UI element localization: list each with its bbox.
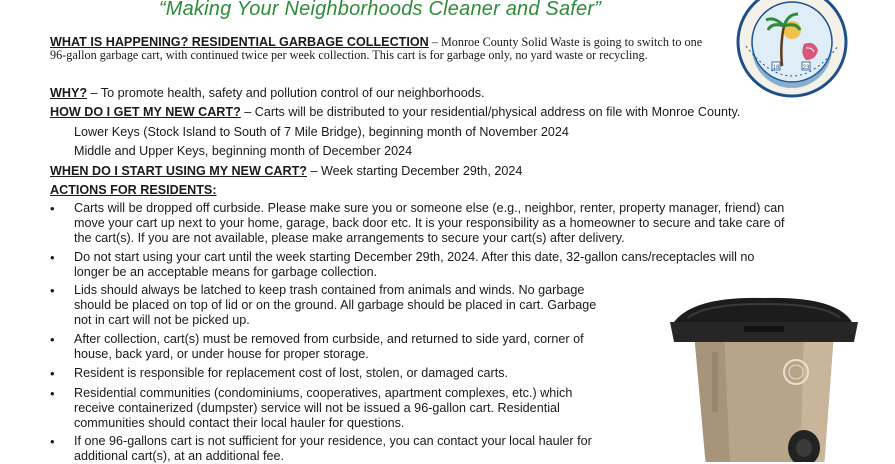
list-item-line: receive containerized (dumpster) service will not be issued a 96-gallon cart. Residential (74, 401, 560, 415)
bullet-symbol: • (50, 386, 55, 401)
how-line (50, 104, 740, 120)
what-answer-line-1: – Monroe County Solid Waste is going to switch to one (428, 35, 703, 49)
list-item-line: Carts will be dropped off curbside. Please make sure you or someone else (e.g., neighbor, renter, property manager, friend) can (74, 201, 785, 215)
list-item (74, 386, 572, 431)
when-answer: – Week starting December 29th, 2024 (307, 164, 523, 178)
bullet-symbol: • (50, 201, 55, 216)
list-item-line: Residential communities (condominiums, cooperatives, apartment complexes, etc.) which (74, 386, 573, 400)
list-item-line: not in cart will not be picked up. (74, 313, 250, 327)
list-item-line: After collection, cart(s) must be removed from curbside, and returned to side yard, corner of (74, 332, 584, 346)
seal-year-right: 23 (802, 65, 810, 71)
why-answer: – To promote health, safety and pollution control of our neighborhoods. (87, 86, 485, 100)
monroe-county-seal-logo (736, 0, 848, 98)
seal-year-left: 18 (772, 65, 780, 71)
schedule-lower-keys: Lower Keys (Stock Island to South of 7 Mile Bridge), beginning month of November 2024 (74, 125, 569, 139)
bullet-symbol: • (50, 366, 55, 381)
list-item-line: longer be an acceptable means for garbage collection. (74, 265, 378, 279)
what-answer-line-2: 96-gallon garbage cart, with continued twice per week collection. This cart is for garbage only, no yard waste or recycling. (50, 48, 648, 62)
list-item (74, 201, 785, 246)
why-line (50, 85, 485, 101)
bullet-symbol: • (50, 250, 55, 265)
what-question: WHAT IS HAPPENING? RESIDENTIAL GARBAGE COLLECTION (50, 35, 429, 49)
list-item-line: Do not start using your cart until the week starting December 29th, 2024. After this date, 32-gallon cans/receptacles will no (74, 250, 755, 264)
list-item (74, 283, 596, 328)
list-item-line: the cart(s). If you are not available, please make arrangements to secure your cart(s) after delivery. (74, 231, 625, 245)
schedule-middle-upper-keys: Middle and Upper Keys, beginning month of December 2024 (74, 144, 413, 158)
list-item-line: If one 96-gallons cart is not sufficient for your residence, you can contact your local hauler for (74, 434, 592, 448)
list-item-line: communities should contact their local hauler for questions. (74, 416, 405, 430)
bullet-symbol: • (50, 283, 55, 298)
how-question: HOW DO I GET MY NEW CART? (50, 105, 241, 119)
list-item (74, 250, 754, 280)
list-item-line: should be placed on top of lid or on the ground. All garbage should be placed in cart. Garbage (74, 298, 597, 312)
bullet-symbol: • (50, 332, 55, 347)
list-item (74, 434, 592, 464)
why-question: WHY? (50, 86, 88, 100)
list-item (74, 366, 508, 381)
when-line (50, 163, 522, 179)
when-question: WHEN DO I START USING MY NEW CART? (50, 164, 307, 178)
list-item-line: move your cart up next to your home, garage, back door etc. It is your responsibility as a homeowner to secure and take care of (74, 216, 785, 230)
flyer-tagline: “Making Your Neighborhoods Cleaner and Safer” (158, 0, 602, 20)
list-item (74, 332, 584, 362)
list-item-line: Lids should always be latched to keep trash contained from animals and winds. No garbage (74, 283, 585, 297)
actions-heading: ACTIONS FOR RESIDENTS: (50, 183, 217, 197)
list-item-line: Resident is responsible for replacement cost of lost, stolen, or damaged carts. (74, 366, 508, 380)
list-item-line: additional cart(s), at an additional fee. (74, 449, 285, 463)
how-answer: – Carts will be distributed to your residential/physical address on file with Monroe County. (240, 105, 741, 119)
bullet-symbol: • (50, 434, 55, 449)
list-item-line: house, back yard, or under house for proper storage. (74, 347, 369, 361)
garbage-cart-image (664, 292, 864, 462)
